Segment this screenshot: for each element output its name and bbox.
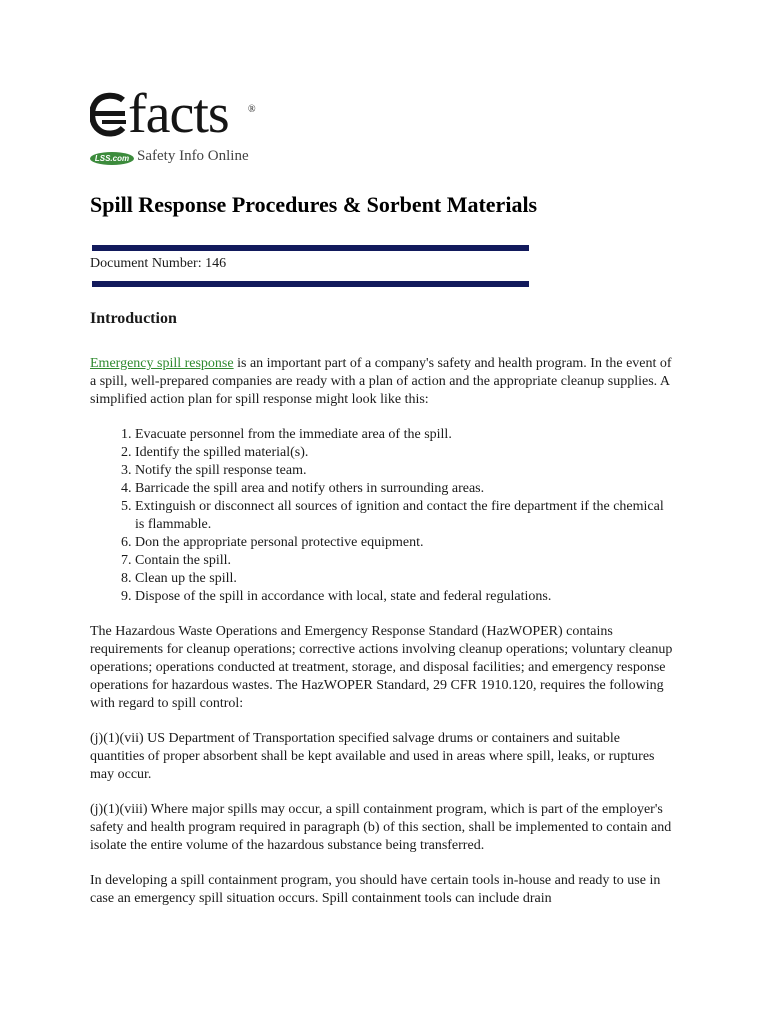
- document-body: [90, 309, 675, 925]
- list-item: 3. Notify the spill response team.: [135, 462, 675, 480]
- regulation-paragraph-viii: (j)(1)(viii) Where major spills may occur, a spill containment program, which is part of the employer's safety and health program required in paragraph (b) of this section, shall be implemented to contain and isolate the entire volume of the hazardous substance being transferred.: [90, 802, 672, 853]
- divider-top: [92, 245, 529, 251]
- list-item: 1. Evacuate personnel from the immediate area of the spill.: [135, 426, 675, 444]
- regulation-paragraph-vii: (j)(1)(vii) US Department of Transportation specified salvage drums or containers and suitable quantities of proper absorbent shall be kept available and used in areas where spill, leaks, or ruptures may occur.: [90, 731, 655, 782]
- intro-paragraph: [90, 355, 675, 409]
- emergency-spill-response-link[interactable]: Emergency spill response: [90, 356, 234, 371]
- document-title: Spill Response Procedures & Sorbent Materials: [90, 192, 538, 217]
- list-item: 9. Dispose of the spill in accordance with local, state and federal regulations.: [135, 588, 675, 606]
- document-number: Document Number: 146: [90, 256, 227, 271]
- list-item: 4. Barricade the spill area and notify others in surrounding areas.: [135, 480, 675, 498]
- lss-badge: LSS.com: [90, 152, 134, 165]
- list-item: 2. Identify the spilled material(s).: [135, 444, 675, 462]
- divider-bottom: [92, 281, 529, 287]
- list-item: 8. Clean up the spill.: [135, 570, 675, 588]
- spill-containment-paragraph: In developing a spill containment program, you should have certain tools in-house and ready to use in case an emergency spill situation occurs. Spill containment tools can include drain: [90, 873, 661, 906]
- list-item: 5. Extinguish or disconnect all sources of ignition and contact the fire department if the chemical is flammable.: [135, 498, 675, 534]
- logo-tagline: Safety Info Online: [137, 148, 249, 164]
- action-plan-list: [90, 426, 675, 606]
- e-logo-icon: [90, 92, 130, 138]
- list-item: 7. Contain the spill.: [135, 552, 675, 570]
- efacts-logo: [90, 83, 260, 174]
- section-heading-introduction: Introduction: [90, 310, 177, 327]
- intro-text: is an important part of a company's safety and health program. In the event of a spill, well-prepared companies are ready with a plan of action and the appropriate cleanup supplies. A simplified action plan for spill response might look like this:: [90, 356, 672, 407]
- list-item: 6. Don the appropriate personal protective equipment.: [135, 534, 675, 552]
- hazwoper-paragraph: The Hazardous Waste Operations and Emergency Response Standard (HazWOPER) contains requirements for cleanup operations; corrective actions involving cleanup operations; voluntary cleanup operations; operations conducted at treatment, storage, and disposal facilities; and emergency response operations for hazardous wastes. The HazWOPER Standard, 29 CFR 1910.120, requires the following with regard to spill control:: [90, 624, 673, 711]
- registered-mark: ®: [248, 104, 256, 115]
- logo-brand: facts: [128, 83, 229, 145]
